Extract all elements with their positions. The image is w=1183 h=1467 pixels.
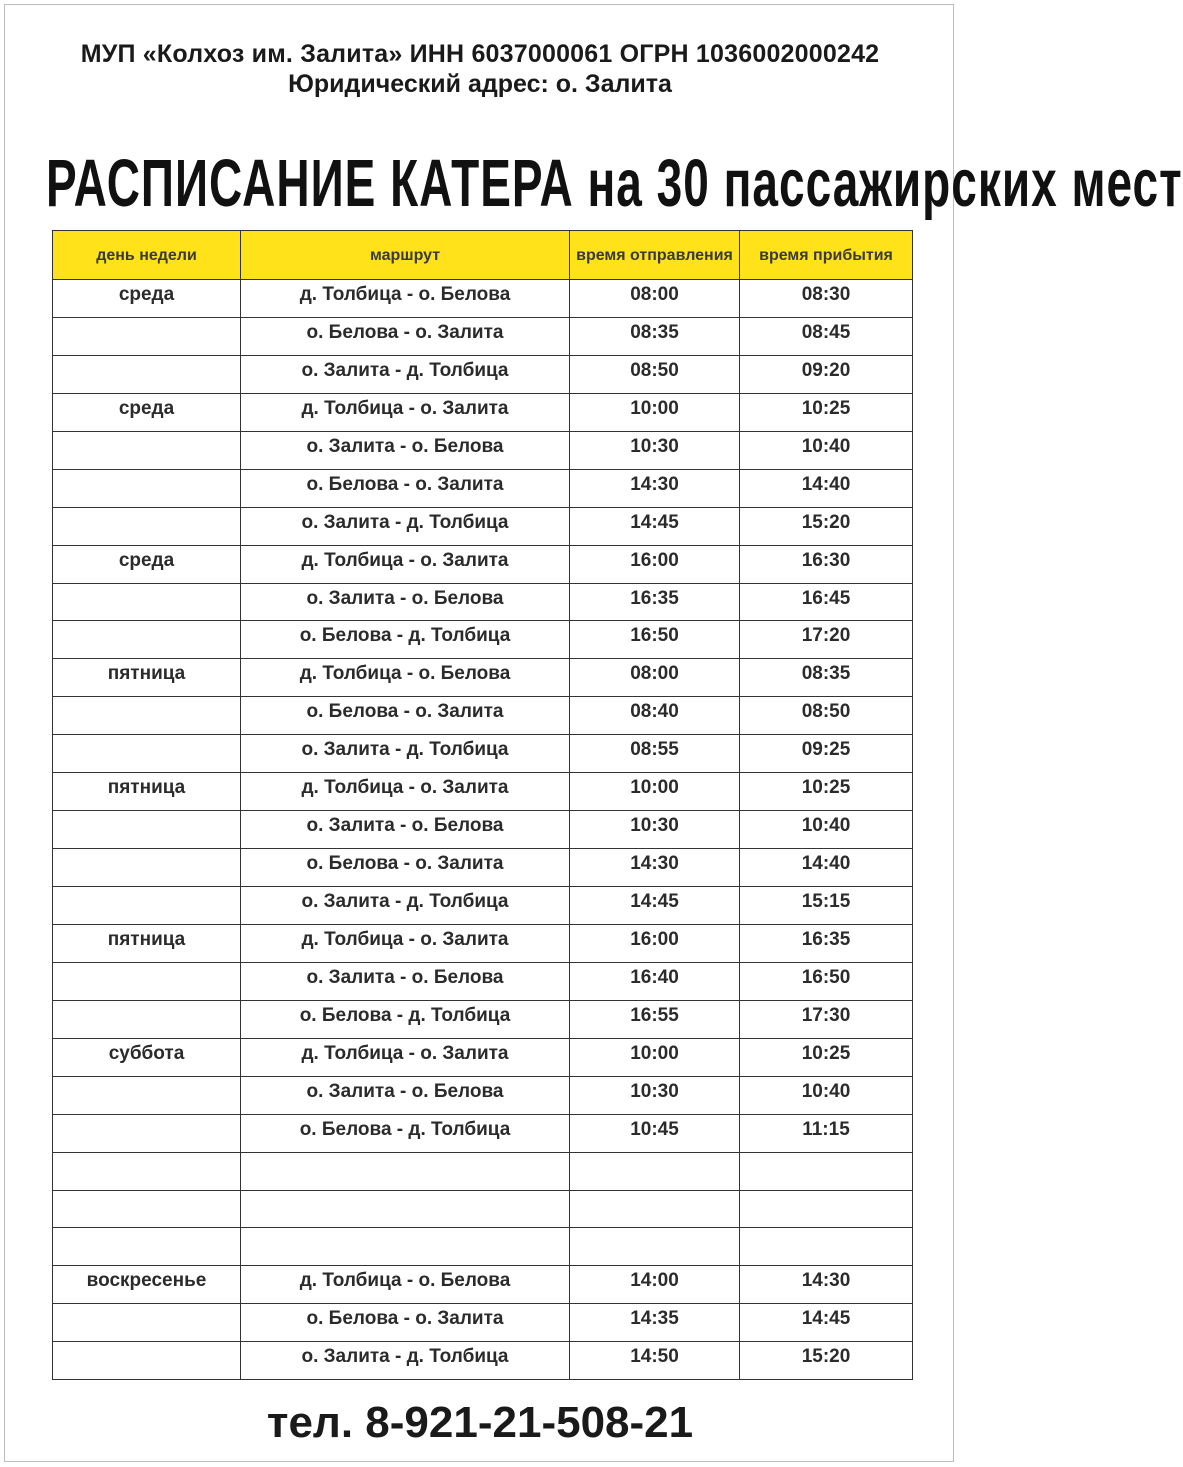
day-cell [53,697,241,735]
day-cell [53,317,241,355]
route-cell: д. Толбица - о. Залита [241,393,570,431]
table-row [53,545,913,583]
route-cell [241,1152,570,1190]
route-cell [241,1228,570,1266]
route-cell: о. Залита - д. Толбица [241,355,570,393]
arrival-time-cell: 17:20 [740,621,913,659]
day-cell [53,1000,241,1038]
day-cell: среда [53,545,241,583]
day-cell: среда [53,393,241,431]
table-row [53,697,913,735]
arrival-time-cell: 11:15 [740,1114,913,1152]
departure-time-cell: 10:30 [570,1076,740,1114]
route-cell: о. Залита - о. Белова [241,962,570,1000]
schedule-table [52,230,913,1380]
departure-time-cell: 14:00 [570,1266,740,1304]
arrival-time-cell: 16:35 [740,924,913,962]
route-cell: о. Белова - д. Толбица [241,1114,570,1152]
table-row [53,431,913,469]
day-cell: суббота [53,1038,241,1076]
day-cell [53,1114,241,1152]
day-cell [53,469,241,507]
day-cell: среда [53,280,241,318]
table-row [53,659,913,697]
table-row [53,1152,913,1190]
table-row [53,962,913,1000]
arrival-time-cell: 14:30 [740,1266,913,1304]
table-row [53,735,913,773]
table-row [53,1228,913,1266]
table-row [53,507,913,545]
departure-time-cell: 10:45 [570,1114,740,1152]
arrival-time-cell: 17:30 [740,1000,913,1038]
departure-time-cell: 14:30 [570,469,740,507]
day-cell [53,811,241,849]
departure-time-cell: 10:00 [570,393,740,431]
route-cell: о. Белова - д. Толбица [241,1000,570,1038]
route-cell: д. Толбица - о. Залита [241,545,570,583]
table-row [53,811,913,849]
departure-time-cell: 16:00 [570,545,740,583]
address-line: Юридический адрес: о. Залита [288,70,672,98]
departure-time-cell: 14:35 [570,1304,740,1342]
departure-time-cell: 08:50 [570,355,740,393]
table-row [53,1038,913,1076]
departure-time-cell: 10:00 [570,773,740,811]
departure-time-cell: 16:00 [570,924,740,962]
table-row [53,1000,913,1038]
departure-time-cell: 14:45 [570,507,740,545]
route-cell: о. Залита - д. Толбица [241,507,570,545]
day-cell [53,1228,241,1266]
table-row [53,393,913,431]
departure-time-cell: 14:30 [570,849,740,887]
route-cell: о. Залита - д. Толбица [241,1342,570,1380]
departure-time-cell [570,1228,740,1266]
column-header-arrival: время прибытия [740,231,913,280]
route-cell [241,1190,570,1228]
schedule-body [53,280,913,1380]
arrival-time-cell [740,1228,913,1266]
day-cell [53,962,241,1000]
departure-time-cell: 08:00 [570,659,740,697]
departure-time-cell: 10:00 [570,1038,740,1076]
day-cell [53,621,241,659]
route-cell: о. Белова - д. Толбица [241,621,570,659]
day-cell [53,355,241,393]
route-cell: о. Залита - о. Белова [241,811,570,849]
table-row [53,924,913,962]
arrival-time-cell: 15:15 [740,887,913,925]
route-cell: о. Белова - о. Залита [241,849,570,887]
departure-time-cell: 14:50 [570,1342,740,1380]
day-cell [53,431,241,469]
arrival-time-cell: 09:20 [740,355,913,393]
route-cell: о. Залита - д. Толбица [241,735,570,773]
departure-time-cell: 08:35 [570,317,740,355]
day-cell: пятница [53,659,241,697]
table-row [53,887,913,925]
route-cell: о. Белова - о. Залита [241,697,570,735]
route-cell: д. Толбица - о. Белова [241,659,570,697]
table-row [53,583,913,621]
arrival-time-cell: 15:20 [740,507,913,545]
day-cell [53,1076,241,1114]
departure-time-cell: 14:45 [570,887,740,925]
departure-time-cell: 08:55 [570,735,740,773]
route-cell: д. Толбица - о. Белова [241,280,570,318]
departure-time-cell: 16:50 [570,621,740,659]
arrival-time-cell: 14:40 [740,849,913,887]
day-cell [53,583,241,621]
day-cell [53,1190,241,1228]
arrival-time-cell: 16:50 [740,962,913,1000]
arrival-time-cell: 08:50 [740,697,913,735]
route-cell: о. Залита - д. Толбица [241,887,570,925]
table-row [53,1076,913,1114]
route-cell: о. Залита - о. Белова [241,583,570,621]
arrival-time-cell: 08:45 [740,317,913,355]
day-cell [53,849,241,887]
departure-time-cell [570,1190,740,1228]
column-header-route: маршрут [241,231,570,280]
arrival-time-cell: 10:40 [740,431,913,469]
route-cell: о. Белова - о. Залита [241,317,570,355]
arrival-time-cell: 16:30 [740,545,913,583]
departure-time-cell: 08:40 [570,697,740,735]
day-cell [53,507,241,545]
arrival-time-cell: 14:45 [740,1304,913,1342]
departure-time-cell: 16:40 [570,962,740,1000]
day-cell [53,887,241,925]
route-cell: о. Белова - о. Залита [241,469,570,507]
arrival-time-cell: 08:35 [740,659,913,697]
table-row [53,317,913,355]
table-header-row [53,231,913,280]
route-cell: о. Белова - о. Залита [241,1304,570,1342]
departure-time-cell: 10:30 [570,431,740,469]
table-row [53,280,913,318]
table-row [53,469,913,507]
day-cell: пятница [53,773,241,811]
table-row [53,773,913,811]
route-cell: д. Толбица - о. Белова [241,1266,570,1304]
departure-time-cell: 16:35 [570,583,740,621]
route-cell: д. Толбица - о. Залита [241,1038,570,1076]
route-cell: д. Толбица - о. Залита [241,924,570,962]
arrival-time-cell: 09:25 [740,735,913,773]
arrival-time-cell: 15:20 [740,1342,913,1380]
departure-time-cell [570,1152,740,1190]
arrival-time-cell: 10:25 [740,393,913,431]
day-cell [53,1342,241,1380]
table-row [53,621,913,659]
route-cell: о. Залита - о. Белова [241,1076,570,1114]
table-row [53,355,913,393]
arrival-time-cell: 08:30 [740,280,913,318]
table-row [53,1342,913,1380]
phone-number: тел. 8-921-21-508-21 [266,1398,694,1447]
day-cell [53,735,241,773]
departure-time-cell: 16:55 [570,1000,740,1038]
route-cell: д. Толбица - о. Залита [241,773,570,811]
route-cell: о. Залита - о. Белова [241,431,570,469]
organization-line: МУП «Колхоз им. Залита» ИНН 6037000061 ОГРН 1036002000242 [80,40,880,68]
arrival-time-cell [740,1152,913,1190]
column-header-departure: время отправления [570,231,740,280]
day-cell: воскресенье [53,1266,241,1304]
day-cell [53,1304,241,1342]
arrival-time-cell: 10:25 [740,773,913,811]
arrival-time-cell: 14:40 [740,469,913,507]
arrival-time-cell: 10:25 [740,1038,913,1076]
table-row [53,1114,913,1152]
departure-time-cell: 08:00 [570,280,740,318]
table-row [53,849,913,887]
arrival-time-cell: 10:40 [740,811,913,849]
day-cell: пятница [53,924,241,962]
arrival-time-cell: 16:45 [740,583,913,621]
day-cell [53,1152,241,1190]
column-header-day: день недели [53,231,241,280]
arrival-time-cell [740,1190,913,1228]
arrival-time-cell: 10:40 [740,1076,913,1114]
page-title: РАСПИСАНИЕ КАТЕРА на 30 пассажирских мест [46,145,1183,221]
table-row [53,1304,913,1342]
table-row [53,1190,913,1228]
table-row [53,1266,913,1304]
departure-time-cell: 10:30 [570,811,740,849]
